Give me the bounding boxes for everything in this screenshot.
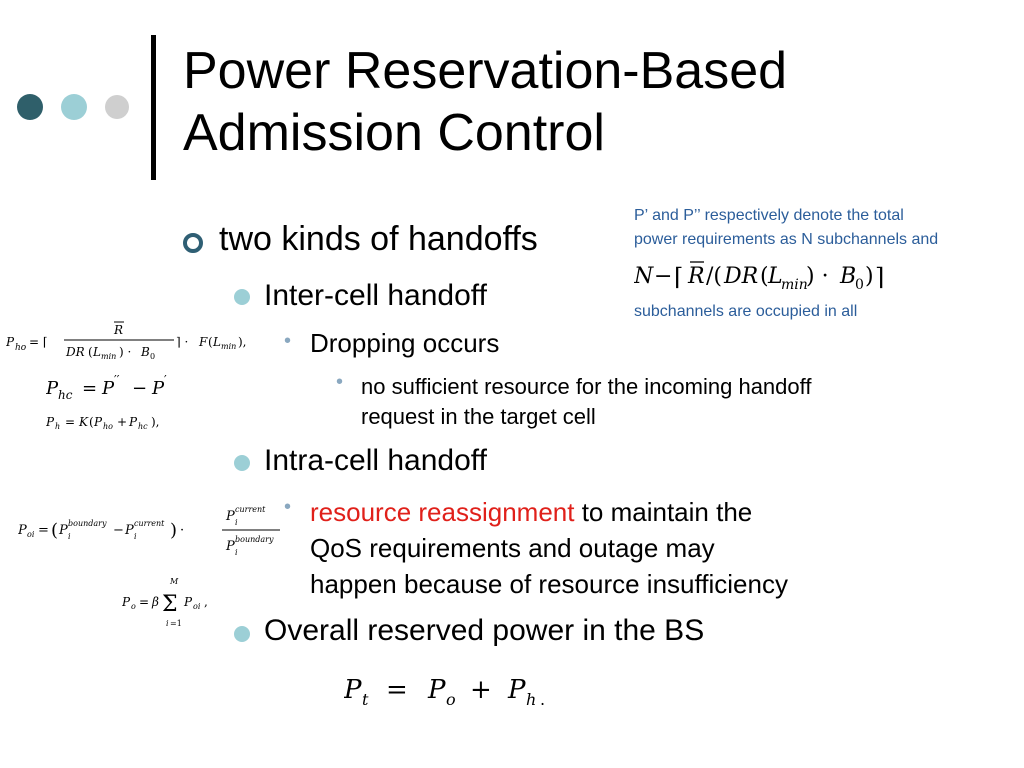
- bullet-icon-intra: [234, 455, 250, 471]
- svg-text:min: min: [101, 352, 117, 361]
- svg-text:P: P: [94, 415, 103, 429]
- svg-text:P: P: [46, 378, 59, 399]
- svg-text:L: L: [768, 264, 783, 289]
- svg-text:i: i: [166, 619, 169, 628]
- no-resource-line-1: no sufficient resource for the incoming handoff: [361, 374, 812, 399]
- note-line-1: P’ and P’’ respectively denote the total: [634, 207, 904, 224]
- reassign-rest: to maintain the: [574, 497, 753, 527]
- svg-text:=: =: [82, 378, 98, 399]
- svg-text:=: =: [38, 523, 49, 538]
- equation-pt: [344, 668, 584, 717]
- svg-text:current: current: [235, 505, 266, 514]
- svg-text:P: P: [18, 523, 27, 538]
- svg-text:(: (: [760, 264, 769, 289]
- svg-text:0: 0: [150, 352, 156, 361]
- svg-text:ho: ho: [103, 422, 113, 431]
- svg-text:K: K: [79, 415, 88, 429]
- svg-text:B: B: [840, 264, 857, 289]
- svg-text:= ⌈: = ⌈: [29, 335, 48, 349]
- svg-text:P: P: [508, 675, 526, 705]
- power-note: [634, 204, 1019, 324]
- svg-text:boundary: boundary: [235, 535, 274, 544]
- slide-title: [183, 40, 787, 164]
- svg-text:t: t: [362, 690, 369, 709]
- svg-text:=: =: [386, 675, 408, 705]
- title-divider: [151, 35, 156, 180]
- note-formula: [634, 252, 1019, 300]
- svg-text:i: i: [68, 532, 71, 541]
- bullet-icon-overall: [234, 626, 250, 642]
- svg-text:0: 0: [855, 277, 864, 293]
- svg-text:′′: ′′: [114, 373, 120, 387]
- svg-text:=: =: [65, 415, 76, 429]
- bullet-reassignment: [310, 494, 788, 602]
- svg-text:P: P: [184, 595, 193, 609]
- svg-text:⌉ ·: ⌉ ·: [176, 335, 189, 349]
- svg-text:P: P: [344, 675, 362, 705]
- svg-text:i: i: [235, 548, 238, 557]
- reassign-line-2: QoS requirements and outage may: [310, 533, 715, 563]
- svg-text:P: P: [125, 523, 134, 538]
- svg-text:oi: oi: [27, 530, 35, 539]
- bullet-inter-cell: Inter-cell handoff: [264, 279, 487, 312]
- svg-text:⌈: ⌈: [674, 263, 684, 291]
- decor-dot-teal: [61, 94, 87, 120]
- svg-text:⌉: ⌉: [875, 263, 885, 291]
- svg-text:F: F: [199, 335, 208, 349]
- svg-text:o: o: [131, 602, 136, 611]
- svg-text:P: P: [129, 415, 138, 429]
- no-resource-line-2: request in the target cell: [361, 404, 596, 429]
- svg-text:P: P: [122, 595, 131, 609]
- equation-phc: [46, 370, 206, 409]
- svg-text:P: P: [152, 378, 165, 399]
- title-line-1: Power Reservation-Based: [183, 42, 788, 100]
- svg-text:·: ·: [180, 523, 185, 538]
- main-bullet-icon: [183, 233, 203, 253]
- svg-text:,: ,: [204, 595, 208, 609]
- note-formula-graphic: [634, 253, 924, 299]
- bullet-icon-reassign: •: [284, 496, 292, 518]
- svg-text:i: i: [235, 518, 238, 527]
- svg-text:−: −: [132, 378, 148, 399]
- svg-text:i: i: [134, 532, 137, 541]
- svg-text:−: −: [113, 523, 124, 538]
- svg-text:L: L: [213, 335, 221, 349]
- equation-po: [122, 572, 222, 639]
- svg-text:min: min: [221, 342, 237, 351]
- svg-text:P: P: [226, 539, 235, 554]
- svg-text:) ·: ) ·: [119, 345, 132, 359]
- svg-text:β: β: [152, 595, 159, 609]
- bullet-icon-no-resource: •: [336, 371, 344, 393]
- svg-text:min: min: [781, 277, 808, 293]
- equation-poi-graphic: [18, 500, 280, 562]
- svg-text:current: current: [134, 519, 165, 528]
- reassign-highlight: resource reassignment: [310, 497, 575, 527]
- svg-text:L: L: [93, 345, 101, 359]
- svg-text:R: R: [688, 264, 705, 289]
- equation-phc-graphic: [46, 370, 206, 404]
- reassign-line-3: happen because of resource insufficiency: [310, 569, 788, 599]
- equation-po-graphic: [122, 572, 222, 634]
- svg-text:ho: ho: [15, 343, 27, 353]
- equation-pt-graphic: [344, 668, 584, 712]
- svg-text:),: ),: [238, 335, 247, 349]
- note-line-3: subchannels are occupied in all: [634, 303, 858, 320]
- svg-text:h: h: [526, 690, 537, 709]
- svg-text:),: ),: [151, 415, 160, 429]
- svg-text:(: (: [51, 520, 59, 541]
- svg-text:(: (: [89, 415, 94, 429]
- svg-text:) ·: ) ·: [806, 264, 829, 289]
- decor-dot-dark: [17, 94, 43, 120]
- svg-text:+: +: [470, 675, 492, 705]
- svg-text:P: P: [428, 675, 446, 705]
- svg-text:o: o: [446, 690, 456, 709]
- svg-text:DR: DR: [724, 264, 759, 289]
- svg-text:(: (: [88, 345, 93, 359]
- svg-text:P: P: [6, 335, 15, 349]
- note-line-2: power requirements as N subchannels and: [634, 231, 939, 248]
- bullet-overall: Overall reserved power in the BS: [264, 614, 705, 647]
- equation-ph: [46, 410, 206, 439]
- svg-text:.: .: [540, 690, 546, 709]
- bullet-icon-inter: [234, 289, 250, 305]
- svg-text:P: P: [102, 378, 115, 399]
- svg-text:M: M: [170, 577, 179, 586]
- equation-pho-graphic: [6, 316, 256, 366]
- svg-text:hc: hc: [58, 388, 73, 402]
- svg-text:′: ′: [164, 373, 167, 387]
- svg-text:P: P: [46, 415, 55, 429]
- svg-text:=: =: [139, 595, 150, 609]
- svg-text:hc: hc: [138, 422, 148, 431]
- equation-pho: [6, 316, 256, 371]
- bullet-no-resource: [361, 372, 811, 432]
- svg-text:): ): [865, 264, 874, 289]
- svg-text:h: h: [55, 422, 61, 431]
- svg-text:(: (: [208, 335, 213, 349]
- svg-text:N: N: [634, 264, 654, 289]
- svg-text:P: P: [226, 509, 235, 524]
- svg-text:P: P: [59, 523, 68, 538]
- bullet-two-kinds: two kinds of handoffs: [219, 220, 538, 258]
- bullet-intra-cell: Intra-cell handoff: [264, 444, 487, 477]
- svg-text:R: R: [114, 323, 124, 337]
- equation-poi: [18, 500, 280, 567]
- svg-text:B: B: [141, 345, 150, 359]
- svg-text:+: +: [117, 415, 128, 429]
- svg-text:boundary: boundary: [68, 519, 107, 528]
- equation-ph-graphic: [46, 410, 206, 434]
- svg-text:oi: oi: [193, 602, 201, 611]
- svg-text:−: −: [654, 264, 673, 289]
- svg-text:/(: /(: [706, 264, 722, 289]
- svg-text:=1: =1: [170, 619, 182, 628]
- svg-text:DR: DR: [66, 345, 85, 359]
- title-line-2: Admission Control: [183, 104, 605, 162]
- svg-text:Σ: Σ: [162, 592, 178, 617]
- bullet-icon-dropping: •: [284, 330, 292, 352]
- decor-dot-grey: [105, 95, 129, 119]
- bullet-dropping: Dropping occurs: [310, 328, 500, 358]
- svg-text:): ): [170, 520, 178, 541]
